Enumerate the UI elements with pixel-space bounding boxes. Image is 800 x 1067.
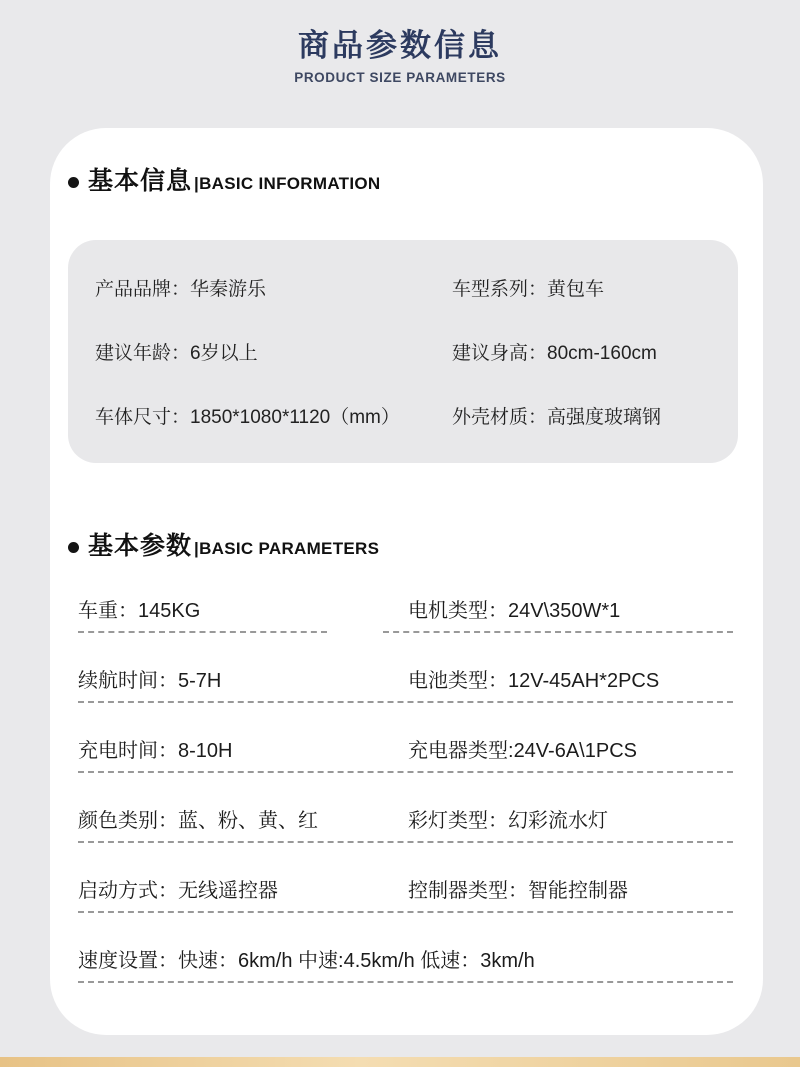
field-value: 145KG xyxy=(138,600,201,622)
field-label: 车重： xyxy=(78,600,138,622)
info-cell-age xyxy=(95,340,452,368)
page-title: 商品参数信息 xyxy=(298,28,502,63)
content-card xyxy=(50,128,763,1035)
field-value: 蓝、粉、黄、红 xyxy=(178,810,318,832)
section-title-zh: 基本信息 xyxy=(88,167,193,195)
basic-params-list xyxy=(78,597,733,983)
section-title-en: |BASIC INFORMATION xyxy=(194,174,381,193)
param-row xyxy=(78,737,733,773)
section-header-basic-params xyxy=(68,531,763,564)
field-label: 车型系列： xyxy=(452,279,548,300)
param-cell-colors xyxy=(78,807,408,835)
field-label: 电池类型： xyxy=(408,670,508,692)
field-value: 智能控制器 xyxy=(528,880,628,902)
field-value: 幻彩流水灯 xyxy=(508,810,608,832)
field-value: 24V-6A\1PCS xyxy=(513,740,637,762)
param-cell-weight xyxy=(78,597,327,633)
field-value: 5-7H xyxy=(178,670,222,692)
field-value: 8-10H xyxy=(178,740,233,762)
param-row xyxy=(78,877,733,913)
param-cell-start-mode xyxy=(78,877,408,905)
param-cell-charger xyxy=(408,737,733,765)
bottom-accent-strip xyxy=(0,1057,800,1067)
field-label: 充电时间： xyxy=(78,740,178,762)
info-row xyxy=(95,340,738,368)
section-header-basic-info xyxy=(68,128,763,199)
field-label: 续航时间： xyxy=(78,670,178,692)
bullet-icon xyxy=(68,542,79,553)
param-cell-battery xyxy=(408,667,733,695)
bullet-icon xyxy=(68,177,79,188)
param-row xyxy=(78,667,733,703)
field-value: 6岁以上 xyxy=(190,343,258,364)
field-value: 高强度玻璃钢 xyxy=(547,407,662,428)
field-value: 24V\350W*1 xyxy=(508,600,621,622)
field-value: 快速：6km/h 中速:4.5km/h 低速：3km/h xyxy=(178,950,535,972)
section-title-zh: 基本参数 xyxy=(88,532,193,560)
param-row xyxy=(78,947,733,983)
param-row xyxy=(78,807,733,843)
param-row xyxy=(78,597,733,633)
field-value: 黄包车 xyxy=(547,279,605,300)
info-cell-series xyxy=(452,276,738,304)
info-cell-size xyxy=(95,404,452,432)
field-label: 产品品牌： xyxy=(95,279,191,300)
field-label: 颜色类别： xyxy=(78,810,178,832)
param-cell-controller xyxy=(408,877,733,905)
field-value: 华秦游乐 xyxy=(190,279,267,300)
param-cell-lights xyxy=(408,807,733,835)
field-label: 建议年龄： xyxy=(95,343,191,364)
field-label: 车体尺寸： xyxy=(95,407,191,428)
field-label: 速度设置： xyxy=(78,950,178,972)
field-label: 建议身高： xyxy=(452,343,548,364)
field-value: 无线遥控器 xyxy=(178,880,278,902)
param-cell-endurance xyxy=(78,667,408,695)
info-row xyxy=(95,404,738,432)
page-header xyxy=(0,26,800,85)
section-title-en: |BASIC PARAMETERS xyxy=(194,539,380,558)
param-cell-speed xyxy=(78,947,733,975)
basic-info-panel xyxy=(68,240,738,463)
page-subtitle: PRODUCT SIZE PARAMETERS xyxy=(294,70,506,85)
info-row xyxy=(95,276,738,304)
info-cell-brand xyxy=(95,276,452,304)
param-cell-charge-time xyxy=(78,737,408,765)
field-value: 12V-45AH*2PCS xyxy=(508,670,660,692)
field-label: 控制器类型： xyxy=(408,880,528,902)
field-label: 电机类型： xyxy=(408,600,508,622)
param-cell-motor xyxy=(383,597,733,633)
info-cell-material xyxy=(452,404,738,432)
field-label: 彩灯类型： xyxy=(408,810,508,832)
field-value: 80cm-160cm xyxy=(547,343,657,364)
field-value: 1850*1080*1120（mm） xyxy=(190,407,400,428)
field-label: 外壳材质： xyxy=(452,407,548,428)
field-label: 启动方式： xyxy=(78,880,178,902)
field-label: 充电器类型: xyxy=(408,740,514,762)
info-cell-height xyxy=(452,340,738,368)
